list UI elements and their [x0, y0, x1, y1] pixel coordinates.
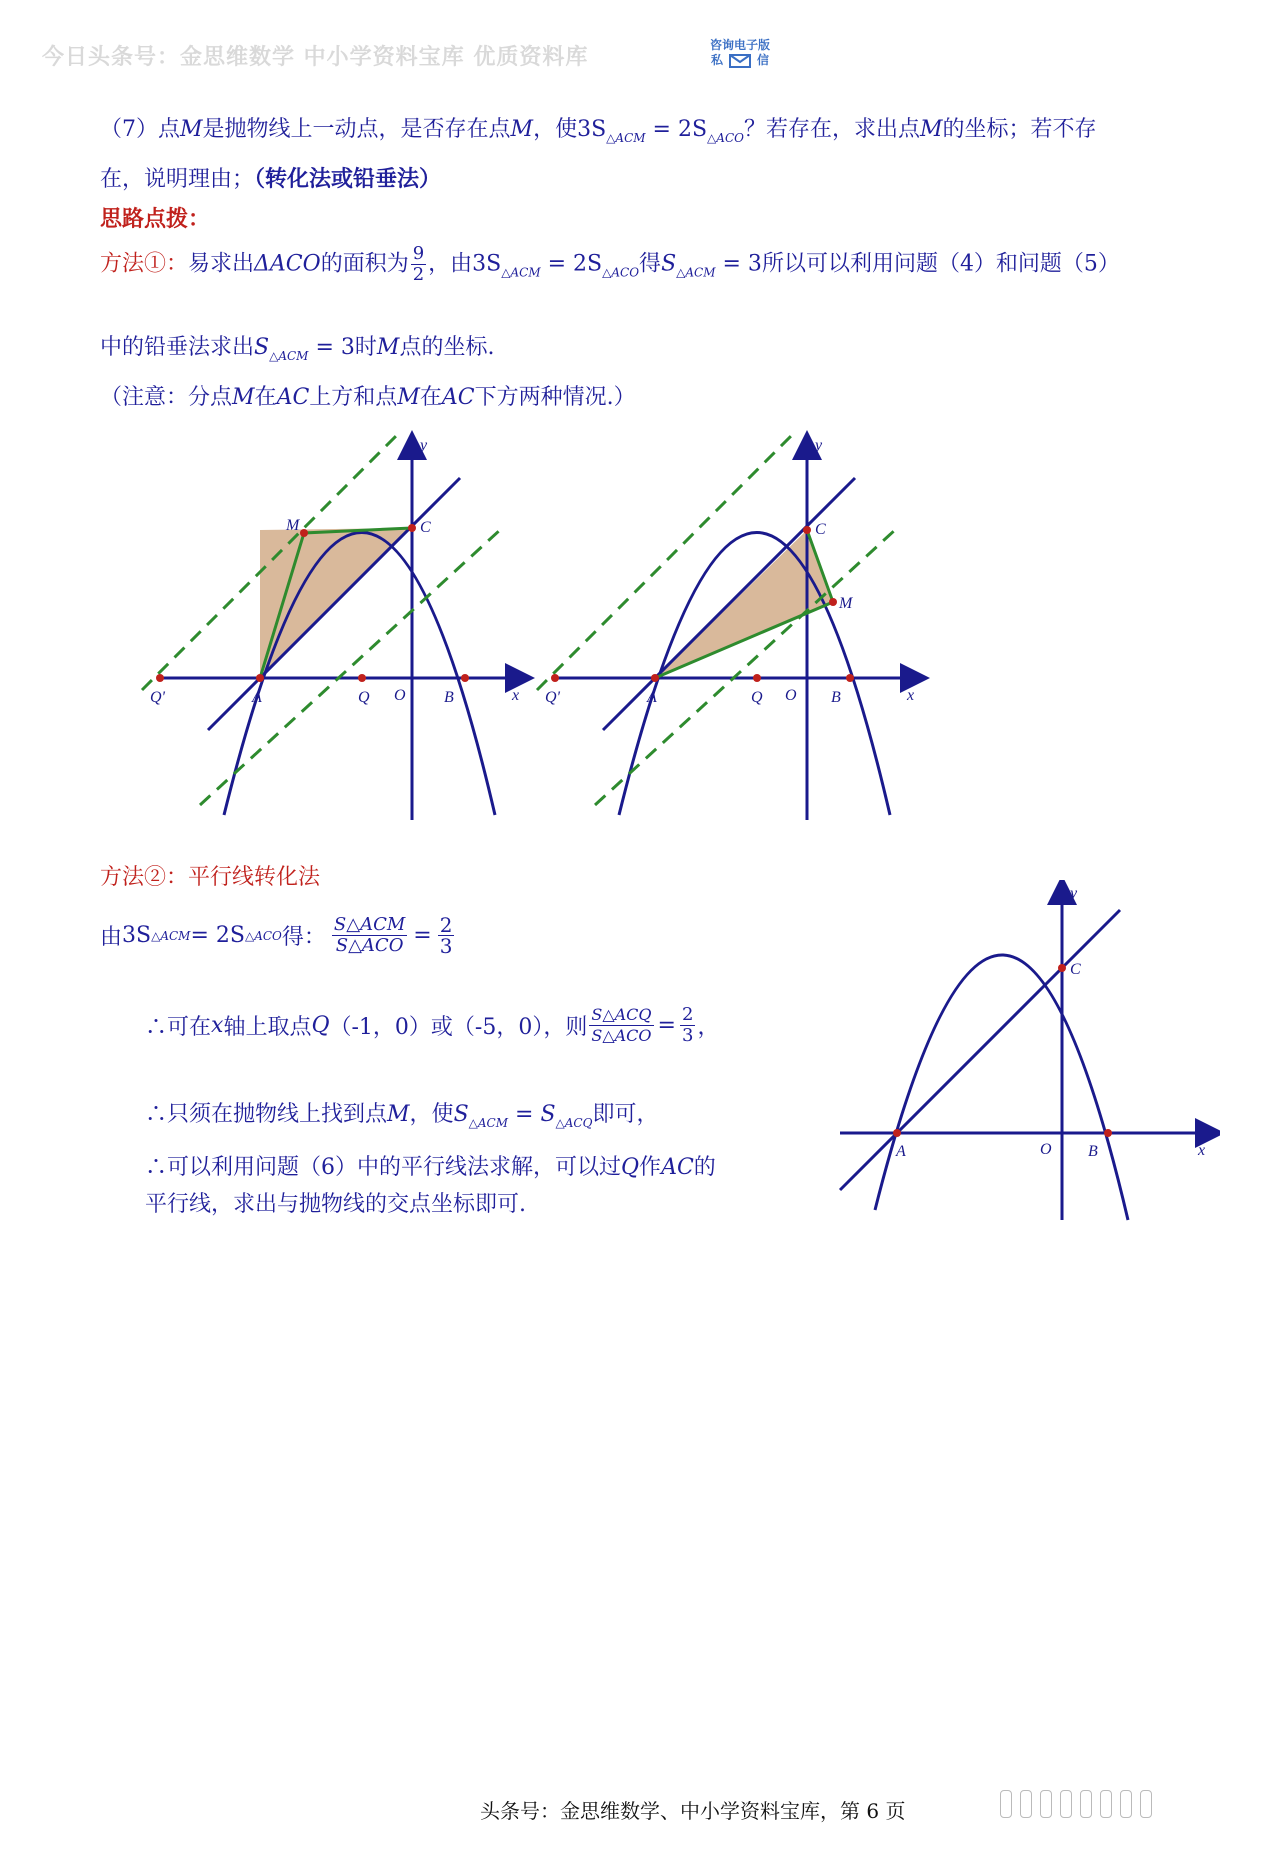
math: 3S — [472, 251, 502, 277]
m2-text: ∴只须在抛物线上找到点 — [145, 1102, 388, 1127]
label-c: C — [1070, 961, 1081, 978]
label-q-prime: Q' — [150, 689, 165, 706]
parabola — [875, 955, 1128, 1220]
label-m: M — [839, 595, 853, 612]
point-m — [829, 598, 837, 606]
math: = 2S — [645, 117, 708, 142]
m1-text: 易求出 — [188, 251, 255, 277]
q-text: （7）点 — [100, 117, 180, 142]
frac-den: 3 — [439, 934, 453, 958]
frac-num: S△ACQ — [591, 1005, 652, 1024]
m1-text: 时 — [354, 335, 377, 360]
point-q-prime — [551, 674, 559, 682]
label-m: M — [286, 517, 300, 534]
label-y: y — [815, 437, 823, 454]
method2-line-5: 平行线，求出与抛物线的交点坐标即可. — [145, 1192, 526, 1217]
question-line-1 — [100, 112, 1097, 145]
label-b: B — [444, 689, 454, 706]
var-M: M — [180, 117, 203, 142]
m1-text: 所以可以利用问题（4）和问题（5） — [761, 251, 1120, 277]
point-q — [358, 674, 366, 682]
ratio-acq-aco — [589, 1005, 653, 1046]
math: S — [540, 1102, 556, 1127]
m1-text: 中的铅垂法求出 — [100, 335, 255, 360]
note-text: 在 — [254, 385, 277, 410]
var-M: M — [376, 335, 400, 360]
math: = 2S — [540, 251, 603, 277]
label-y: y — [420, 437, 428, 454]
point-c — [1058, 964, 1066, 972]
envelope-icon — [729, 54, 751, 68]
q-method-hint: （转化法或铅垂法） — [254, 166, 442, 192]
label-x: x — [1198, 1142, 1206, 1159]
bar-deco — [1040, 1790, 1052, 1818]
method1-line-2 — [100, 330, 494, 363]
var-M: M — [510, 117, 534, 142]
m2-text: 得： — [281, 925, 326, 950]
math-sub: △ACM — [606, 131, 646, 145]
m1-text: 点的坐标. — [399, 335, 495, 360]
figure-m-below — [535, 430, 935, 830]
point-b — [461, 674, 469, 682]
point-q — [753, 674, 761, 682]
line-ac — [208, 478, 460, 730]
watermark-text: 今日头条号：金思维数学 中小学资料宝库 优质资料库 — [42, 45, 589, 70]
method2-line-1: 由 3S △ACM = 2S △ACO 得： $\frac{\text{S△ACM}}{\text{S△ACO}}$ = $\frac{2}{3}$ — [100, 913, 453, 958]
label-o: O — [785, 687, 797, 704]
math: S — [661, 251, 677, 277]
bar-deco — [1120, 1790, 1132, 1818]
math: = 2S — [190, 923, 245, 948]
frac-num: S△ACM — [333, 914, 406, 935]
frac-num: 9 — [412, 243, 425, 264]
math: S — [254, 335, 270, 360]
q-text: ，使 — [533, 117, 578, 142]
label-x: x — [512, 687, 520, 704]
var-M: M — [232, 385, 255, 410]
m2-text: ∴可以利用问题（6）中的平行线法求解，可以过 — [145, 1155, 621, 1180]
var-M: M — [397, 385, 420, 410]
m2-text: ， — [697, 1015, 720, 1040]
math-sub: △ACQ — [555, 1116, 593, 1130]
page-footer: 头条号：金思维数学、中小学资料宝库，第 6 页 — [480, 1799, 906, 1823]
math-sub: △ACM — [501, 265, 541, 280]
m1-text: ，由 — [428, 251, 473, 277]
point-a — [651, 674, 659, 682]
q-text: 是抛物线上一动点，是否存在点 — [202, 117, 511, 142]
math-sub: △ACO — [602, 265, 640, 280]
bar-deco — [1140, 1790, 1152, 1818]
bar-deco — [1080, 1790, 1092, 1818]
hint-title: 思路点拨： — [100, 206, 211, 232]
badge-line3: 信 — [757, 53, 770, 67]
math: = 3 — [308, 335, 355, 360]
q-text: 的坐标；若不存 — [942, 117, 1097, 142]
method2-line-2: ∴可在 x 轴上取点 Q （-1，0）或（-5，0），则 $\frac{\text{S△ACQ}}{\text{S△ACO}}$ = $\frac{2}{3}$ ， — [145, 1004, 720, 1046]
method2-line-3: ∴只须在抛物线上找到点M，使$S_{\triangle ACM} = S_{\triangle ACQ}$即可， — [145, 1102, 659, 1130]
label-x: x — [907, 687, 915, 704]
label-y: y — [1070, 885, 1078, 902]
math: 3S — [577, 117, 607, 142]
bar-deco — [1000, 1790, 1012, 1818]
q-text: ？若存在，求出点 — [743, 117, 920, 142]
label-o: O — [394, 687, 406, 704]
math-sub: △ACM — [676, 265, 716, 280]
math-sub: △ACM — [468, 1116, 509, 1130]
ratio-fraction — [332, 915, 407, 956]
point-q-prime — [156, 674, 164, 682]
m2-text: 轴上取点 — [223, 1015, 312, 1040]
label-b: B — [831, 689, 841, 706]
m2-text: ，使 — [409, 1102, 454, 1127]
ratio-value — [680, 1005, 695, 1046]
label-a: A — [896, 1143, 906, 1160]
parallel-upper — [537, 432, 795, 690]
point-c — [803, 526, 811, 534]
fraction-9-2 — [411, 244, 426, 285]
figure-m-above — [140, 430, 540, 830]
math-sub: △ACM — [269, 349, 309, 363]
m2-text: （-1，0）或（-5，0），则 — [329, 1015, 588, 1040]
math-sub: △ACO — [707, 131, 744, 145]
footer-bars — [1000, 1790, 1250, 1818]
ratio-value — [438, 915, 455, 956]
note-text: 下方两种情况.） — [474, 385, 636, 410]
var-AC: AC — [441, 385, 475, 410]
var-M: M — [919, 117, 943, 142]
math: 3S — [122, 923, 152, 948]
frac-num: 2 — [439, 913, 453, 937]
q-text: 在，说明理由； — [100, 167, 255, 192]
label-c: C — [815, 521, 826, 538]
m2-text: 由 — [100, 925, 123, 950]
bar-deco — [1020, 1790, 1032, 1818]
m1-text: 得 — [639, 251, 662, 277]
point-b — [846, 674, 854, 682]
frac-den: S△ACO — [335, 935, 404, 956]
point-m — [300, 529, 308, 537]
method1-label: 方法①： — [100, 251, 189, 277]
bar-deco — [1060, 1790, 1072, 1818]
method1-line-1 — [100, 244, 1120, 285]
label-b: B — [1088, 1143, 1098, 1160]
var-M: M — [387, 1102, 410, 1127]
label-a: A — [252, 689, 262, 706]
badge-line2: 私 — [710, 53, 723, 67]
note-text: （注意：分点 — [100, 385, 233, 410]
m2-text: 即可， — [592, 1102, 659, 1127]
math-sub: △ACM — [151, 928, 191, 943]
badge-line1: 咨询电子版 — [709, 38, 770, 52]
m2-text: 的 — [693, 1155, 716, 1180]
math: = 3 — [715, 251, 762, 277]
method1-note — [100, 380, 636, 411]
note-text: 上方和点 — [309, 385, 398, 410]
point-a — [256, 674, 264, 682]
point-c — [408, 524, 416, 532]
point-b — [1104, 1129, 1112, 1137]
var-x: x — [211, 1013, 224, 1038]
m1-triangle: ΔACO — [254, 251, 321, 277]
label-a: A — [647, 689, 657, 706]
question-line-2 — [100, 162, 441, 193]
m2-text: ∴可在 — [145, 1015, 212, 1040]
frac-den: S△ACO — [591, 1026, 652, 1045]
var-AC: AC — [276, 385, 310, 410]
method2-label: 方法②：平行线转化法 — [100, 865, 321, 890]
point-a — [893, 1129, 901, 1137]
math: S — [453, 1102, 469, 1127]
var-Q: Q — [621, 1155, 640, 1180]
label-q: Q — [358, 689, 370, 706]
frac-num: 2 — [681, 1004, 694, 1025]
note-text: 在 — [419, 385, 442, 410]
label-q: Q — [751, 689, 763, 706]
frac-den: 3 — [681, 1025, 694, 1046]
label-c: C — [420, 519, 431, 536]
contact-badge — [700, 38, 780, 68]
m2-text: 作 — [639, 1155, 662, 1180]
var-AC: AC — [661, 1155, 694, 1180]
frac-den: 2 — [412, 264, 425, 285]
label-q-prime: Q' — [545, 689, 560, 706]
math-sub: △ACO — [244, 928, 282, 943]
var-Q: Q — [311, 1013, 330, 1038]
m1-text: 的面积为 — [320, 251, 409, 277]
figure-parallel-method — [830, 880, 1220, 1240]
method2-line-4 — [145, 1150, 716, 1181]
label-o: O — [1040, 1141, 1052, 1158]
bar-deco — [1100, 1790, 1112, 1818]
